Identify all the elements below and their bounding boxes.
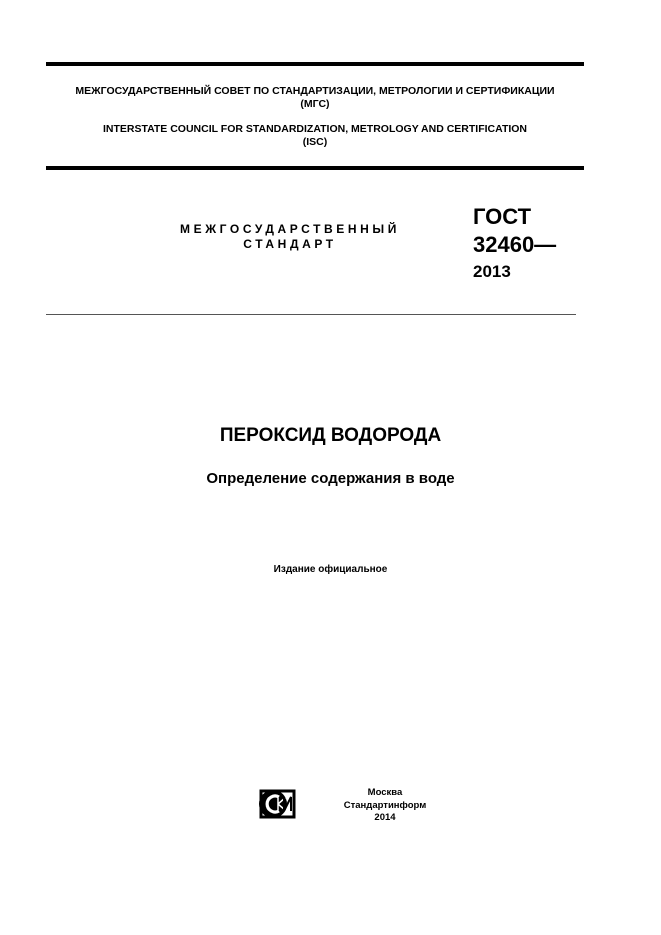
standard-kind	[160, 222, 420, 252]
council-abbr-ru: (МГС)	[300, 98, 330, 110]
council-abbr-en: (ISC)	[302, 136, 328, 148]
standartinform-logo-icon	[256, 787, 300, 821]
middle-divider	[46, 166, 584, 170]
council-name-en-text: INTERSTATE COUNCIL FOR STANDARDIZATION, METROLOGY AND CERTIFICATION	[102, 123, 528, 135]
document-title: ПЕРОКСИД ВОДОРОДА	[219, 425, 442, 446]
gost-number: 32460—	[473, 232, 557, 257]
council-name-ru-text: МЕЖГОСУДАРСТВЕННЫЙ СОВЕТ ПО СТАНДАРТИЗАЦИИ, МЕТРОЛОГИИ И СЕРТИФИКАЦИИ	[75, 85, 555, 97]
council-name-ru	[40, 85, 590, 111]
thin-divider	[46, 314, 576, 315]
publisher-city: Москва	[367, 787, 403, 798]
document-subtitle: Определение содержания в воде	[206, 470, 455, 487]
edition-note: Издание официальное	[273, 564, 388, 575]
standard-kind-line1: МЕЖГОСУДАРСТВЕННЫЙ	[180, 222, 400, 236]
council-name-en	[40, 123, 590, 149]
publication-year: 2014	[374, 812, 396, 823]
publisher-block	[330, 787, 440, 825]
standard-kind-line2: СТАНДАРТ	[243, 237, 337, 251]
gost-designation	[473, 203, 556, 283]
gost-year: 2013	[473, 262, 511, 281]
gost-label: ГОСТ	[473, 204, 532, 229]
publisher-name: Стандартинформ	[343, 799, 427, 811]
top-divider	[46, 62, 584, 66]
